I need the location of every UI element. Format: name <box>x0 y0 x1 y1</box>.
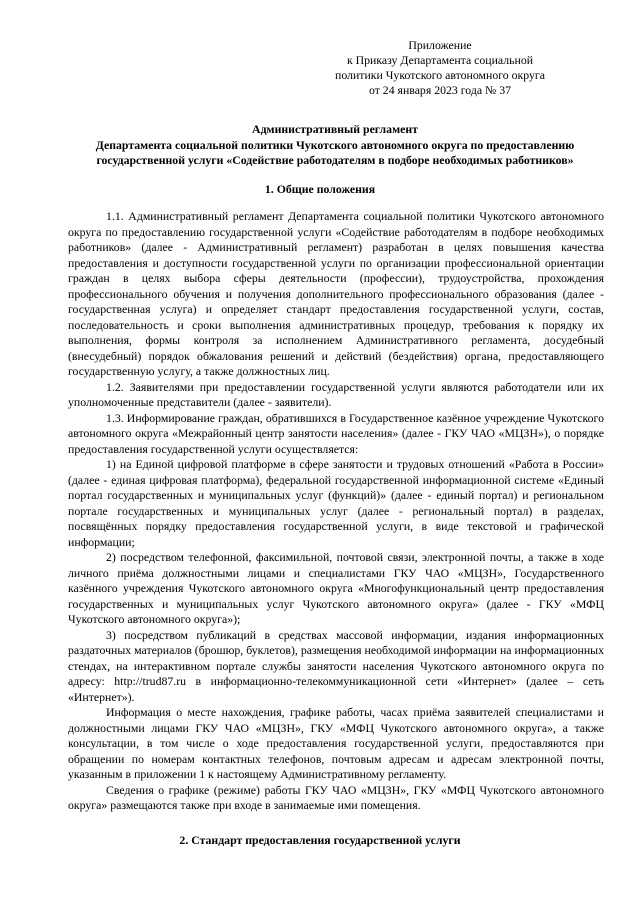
annex-line: к Приказу Департамента социальной <box>346 53 534 67</box>
document-body <box>68 209 604 814</box>
annex-line: политики Чукотского автономного округа <box>335 68 545 82</box>
document-title <box>66 122 604 169</box>
annex-line: от 24 января 2023 года № 37 <box>368 83 512 97</box>
paragraph: 1.3. Информирование граждан, обратившихся в Государственное казённое учреждение Чукотского автономного округа «Межрайонный центр занятости населения» (далее - ГКУ ЧАО «МЦЗН»), о порядке предоставления государственной услуги осуществляется: <box>68 410 604 456</box>
section-2-heading: 2. Стандарт предоставления государственной услуги <box>179 833 461 847</box>
annex-line: Приложение <box>408 38 472 52</box>
paragraph: 1.1. Административный регламент Департамента социальной политики Чукотского автономного округа по предоставлению государственной услуги «Содействие работодателям в подборе необходимых работников» (далее - Административный регламент) разработан в целях повышения качества предоставления и доступности государственной услуги по организации профессиональной ориентации граждан в целях выбора сферы деятельности (профессии), трудоустройства, прохождения профессионального обучения и получения дополнительного профессионального образования (далее - государственная услуга) и определяет стандарт предоставления государственной услуги, состав, последовательность и сроки выполнения административных процедур, требования к порядку их выполнения, формы контроля за исполнением Административного регламента, досудебный (внесудебный) порядок обжалования решений и действий (бездействия) органа, предоставляющего государственную услугу, а также должностных лиц. <box>68 209 604 378</box>
paragraph: 1.2. Заявителями при предоставлении государственной услуги являются работодатели или их уполномоченные представители (далее - заявители). <box>68 379 604 409</box>
annex-block <box>310 38 570 98</box>
paragraph: 2) посредством телефонной, факсимильной, почтовой связи, электронной почты, а также в ходе личного приёма должностными лицами и специалистами ГКУ ЧАО «МЦЗН», Государственного казённого учреждения Чукотского автономного округа «Многофункциональный центр предоставления государственных и муниципальных услуг Чукотского автономного округа» (далее - ГКУ «МФЦ Чукотского автономного округа»); <box>68 550 604 626</box>
title-line: государственной услуги «Содействие работодателям в подборе необходимых работников» <box>96 153 574 167</box>
paragraph: Информация о месте нахождения, графике работы, часах приёма заявителей специалистами и должностными лицами ГКУ ЧАО «МЦЗН», ГКУ «МФЦ Чукотского автономного округа», а также консультации, в том числе о ходе предоставления государственной услуги, предоставляются при обращении по номерам контактных телефонов, почтовым адресам и адресам электронной почты, указанным в приложении 1 к настоящему Административному регламенту. <box>68 705 604 781</box>
title-line: Административный регламент <box>252 122 418 136</box>
title-line: Департамента социальной политики Чукотского автономного округа по предоставлению <box>95 137 575 152</box>
paragraph: 1) на Единой цифровой платформе в сфере занятости и трудовых отношений «Работа в России» (далее - единая цифровая платформа), федеральной государственной информационной системе «Единый портал государственных и муниципальных услуг (функций)» (далее - единый портал) и региональном портале государственных и муниципальных услуг (далее - региональный портал) в разделах, посвящённых порядку предоставления государственной услуги, в виде текстовой и графической информации; <box>68 457 604 549</box>
paragraph: Сведения о графике (режиме) работы ГКУ ЧАО «МЦЗН», ГКУ «МФЦ Чукотского автономного округа» размещаются также при входе в занимаемые ими помещения. <box>68 782 604 812</box>
section-1-heading: 1. Общие положения <box>264 182 376 196</box>
paragraph: 3) посредством публикаций в средствах массовой информации, издания информационных раздаточных материалов (брошюр, буклетов), размещения необходимой информации на информационных стендах, на интерактивном портале службы занятости населения Чукотского автономного округа по адресу: http://trud87.ru в информационно-телекоммуникационной сети «Интернет» (далее – сеть «Интернет»). <box>68 627 604 704</box>
